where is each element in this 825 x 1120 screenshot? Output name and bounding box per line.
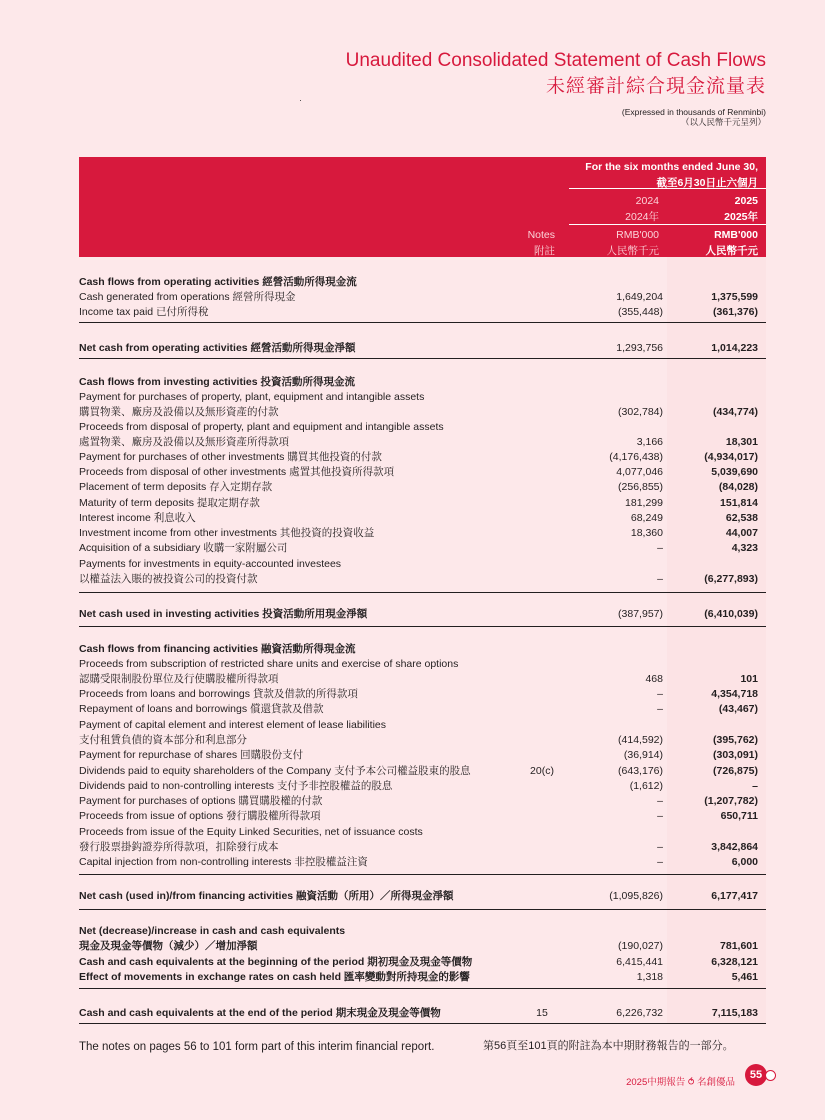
value-2025: (395,762) <box>713 734 758 746</box>
rule-line <box>79 874 766 875</box>
value-2025: (361,376) <box>713 306 758 318</box>
value-2025: (303,091) <box>713 749 758 761</box>
value-2025: 650,711 <box>720 810 758 822</box>
table-row <box>79 794 766 809</box>
row-label: Interest income 利息收入 <box>79 512 196 524</box>
table-row <box>79 924 766 939</box>
table-row <box>79 855 766 870</box>
table-row <box>79 1006 766 1021</box>
row-note: 15 <box>536 1007 548 1019</box>
table-row <box>79 572 766 587</box>
value-2025: (726,875) <box>713 765 758 777</box>
value-2024: (4,176,438) <box>609 451 663 463</box>
row-label: Proceeds from issue of options 發行購股權所得款項 <box>79 810 321 822</box>
row-label: Income tax paid 已付所得稅 <box>79 306 209 318</box>
value-2025: (1,207,782) <box>704 795 758 807</box>
value-2025: 4,323 <box>731 542 758 554</box>
value-2025: 44,007 <box>725 527 758 539</box>
footnote-chinese: 第56頁至101頁的附註為本中期財務報告的一部分。 <box>483 1040 734 1052</box>
table-row <box>79 496 766 511</box>
currency-note-en: (Expressed in thousands of Renminbi) <box>621 107 766 117</box>
row-label: Proceeds from disposal of property, plant and equipment and intangible assets <box>79 421 444 433</box>
row-label: Proceeds from disposal of other investments 處置其他投資所得款項 <box>79 466 395 478</box>
row-label: Maturity of term deposits 提取定期存款 <box>79 497 260 509</box>
table-row <box>79 420 766 435</box>
rule-line <box>79 322 766 323</box>
table-row <box>79 764 766 779</box>
title-chinese: 未經審計綜合現金流量表 <box>545 76 766 97</box>
row-label: Capital injection from non-controlling interests 非控股權益注資 <box>79 856 368 868</box>
row-label: Payment for repurchase of shares 回購股份支付 <box>79 749 304 761</box>
value-2024: (1,612) <box>629 780 663 792</box>
value-2024: 181,299 <box>625 497 663 509</box>
year-2024: 2024 <box>635 195 659 207</box>
row-label: Proceeds from subscription of restricted share units and exercise of share options <box>79 658 459 670</box>
notes-heading-zh: 附註 <box>534 245 555 257</box>
value-2024: 1,649,204 <box>616 291 663 303</box>
table-row <box>79 825 766 840</box>
header-divider-2 <box>569 224 766 225</box>
unit-2025-zh: 人民幣千元 <box>705 245 758 257</box>
table-row <box>79 642 766 657</box>
row-label: Net cash from operating activities 經營活動所得現金淨額 <box>79 342 356 354</box>
value-2025: 1,375,599 <box>711 291 758 303</box>
row-label: Payment for purchases of options 購買購股權的付款 <box>79 795 323 807</box>
title-english: Unaudited Consolidated Statement of Cash Flows <box>345 50 766 71</box>
rule-line <box>79 592 766 593</box>
table-row <box>79 672 766 687</box>
value-2024: – <box>657 856 663 868</box>
table-row <box>79 305 766 320</box>
table-row <box>79 390 766 405</box>
row-label: Payment of capital element and interest element of lease liabilities <box>79 719 387 731</box>
period-zh: 截至6月30日止六個月 <box>656 177 758 189</box>
row-label: Investment income from other investments 其他投資的投資收益 <box>79 527 375 539</box>
value-2024: 6,226,732 <box>616 1007 663 1019</box>
row-label: 認購受限制股份單位及行使購股權所得款項 <box>79 673 279 685</box>
stray-dot <box>300 100 301 101</box>
value-2024: (387,957) <box>618 608 663 620</box>
row-label: Cash and cash equivalents at the end of the period 期末現金及現金等價物 <box>79 1007 441 1019</box>
unit-2025: RMB'000 <box>714 229 758 241</box>
page-ring-icon <box>765 1070 776 1081</box>
footer-report-title: 2025中期報告 ⥀ 名創優品 <box>626 1077 735 1088</box>
value-2024: (36,914) <box>623 749 663 761</box>
row-label: Net (decrease)/increase in cash and cash equivalents <box>79 925 346 937</box>
table-row <box>79 341 766 356</box>
value-2024: (643,176) <box>618 765 663 777</box>
row-label: Cash generated from operations 經營所得現金 <box>79 291 296 303</box>
row-label: Repayment of loans and borrowings 償還貸款及借款 <box>79 703 324 715</box>
row-label: Cash flows from investing activities 投資活動所得現金流 <box>79 376 355 388</box>
value-2025: 18,301 <box>725 436 758 448</box>
table-row <box>79 435 766 450</box>
value-2024: 468 <box>645 673 663 685</box>
row-label: Proceeds from issue of the Equity Linked Securities, net of issuance costs <box>79 826 423 838</box>
table-row <box>79 889 766 904</box>
value-2025: (4,934,017) <box>704 451 758 463</box>
unit-2024-zh: 人民幣千元 <box>606 245 659 257</box>
value-2024: (190,027) <box>618 940 663 952</box>
value-2025: 151,814 <box>720 497 758 509</box>
row-label: Cash and cash equivalents at the beginning of the period 期初現金及現金等價物 <box>79 956 473 968</box>
table-row <box>79 541 766 556</box>
table-row <box>79 748 766 763</box>
value-2024: (1,095,826) <box>609 890 663 902</box>
table-row <box>79 275 766 290</box>
table-row <box>79 375 766 390</box>
row-label: Dividends paid to non-controlling interests 支付予非控股權益的股息 <box>79 780 393 792</box>
value-2025: 62,538 <box>725 512 758 524</box>
table-row <box>79 480 766 495</box>
row-label: Dividends paid to equity shareholders of the Company 支付予本公司權益股東的股息 <box>79 765 471 777</box>
value-2025: (84,028) <box>718 481 758 493</box>
rule-line <box>79 909 766 910</box>
table-row <box>79 557 766 572</box>
table-row <box>79 607 766 622</box>
row-label: Placement of term deposits 存入定期存款 <box>79 481 273 493</box>
table-row <box>79 465 766 480</box>
currency-note-zh: （以人民幣千元呈列） <box>680 117 766 127</box>
value-2024: – <box>657 542 663 554</box>
row-label: Proceeds from loans and borrowings 貸款及借款的所得款項 <box>79 688 358 700</box>
unit-2024: RMB'000 <box>616 229 659 241</box>
row-note: 20(c) <box>530 765 554 777</box>
period-en: For the six months ended June 30, <box>585 161 758 173</box>
value-2024: – <box>657 688 663 700</box>
table-row <box>79 779 766 794</box>
table-row <box>79 955 766 970</box>
table-row <box>79 687 766 702</box>
value-2025: 781,601 <box>720 940 758 952</box>
table-row <box>79 526 766 541</box>
currency-note <box>622 107 766 127</box>
table-row <box>79 702 766 717</box>
value-2024: – <box>657 573 663 585</box>
year-2025: 2025 <box>734 195 758 207</box>
table-row <box>79 405 766 420</box>
value-2025: 6,328,121 <box>711 956 758 968</box>
value-2024: 4,077,046 <box>616 466 663 478</box>
value-2025: 5,461 <box>731 971 758 983</box>
value-2024: – <box>657 703 663 715</box>
value-2025: 3,842,864 <box>711 841 758 853</box>
row-label: Payment for purchases of property, plant, equipment and intangible assets <box>79 391 425 403</box>
table-row <box>79 970 766 985</box>
table-header <box>79 157 766 257</box>
value-2024: 3,166 <box>636 436 663 448</box>
row-label: 以權益法入賬的被投資公司的投資付款 <box>79 573 258 585</box>
value-2025: (6,410,039) <box>704 608 758 620</box>
row-label: Payments for investments in equity-accounted investees <box>79 558 342 570</box>
value-2025: 4,354,718 <box>711 688 758 700</box>
year-2025-zh: 2025年 <box>724 211 758 223</box>
value-2024: (414,592) <box>618 734 663 746</box>
row-label: 支付租賃負債的資本部分和利息部分 <box>79 734 247 746</box>
header-divider <box>569 188 766 189</box>
rule-line <box>79 358 766 359</box>
table-row <box>79 939 766 954</box>
value-2025: 6,177,417 <box>711 890 758 902</box>
table-row <box>79 511 766 526</box>
row-label: 發行股票掛鈎證券所得款項，扣除發行成本 <box>79 841 279 853</box>
value-2024: – <box>657 795 663 807</box>
table-row <box>79 657 766 672</box>
row-label: Net cash (used in)/from financing activities 融資活動（所用）／所得現金淨額 <box>79 890 454 902</box>
row-label: 處置物業、廠房及設備以及無形資產所得款項 <box>79 436 289 448</box>
row-label: Acquisition of a subsidiary 收購一家附屬公司 <box>79 542 288 554</box>
value-2024: – <box>657 810 663 822</box>
value-2024: (355,448) <box>618 306 663 318</box>
notes-heading: Notes <box>527 229 555 241</box>
table-row <box>79 450 766 465</box>
page-number: 55 <box>745 1064 767 1086</box>
value-2025: (434,774) <box>713 406 758 418</box>
rule-line <box>79 988 766 989</box>
value-2025: 6,000 <box>731 856 758 868</box>
row-label: Cash flows from financing activities 融資活動所得現金流 <box>79 643 356 655</box>
table-row <box>79 840 766 855</box>
row-label: Cash flows from operating activities 經營活動所得現金流 <box>79 276 357 288</box>
row-label: Effect of movements in exchange rates on cash held 匯率變動對所持現金的影響 <box>79 971 470 983</box>
value-2024: 18,360 <box>630 527 663 539</box>
value-2024: 6,415,441 <box>616 956 663 968</box>
rule-line <box>79 1023 766 1024</box>
row-label: Payment for purchases of other investments 購買其他投資的付款 <box>79 451 382 463</box>
value-2024: 1,318 <box>636 971 663 983</box>
rule-line <box>79 626 766 627</box>
footnote-english: The notes on pages 56 to 101 form part of this interim financial report. <box>79 1041 435 1053</box>
year-2024-zh: 2024年 <box>625 211 659 223</box>
row-label: Net cash used in investing activities 投資活動所用現金淨額 <box>79 608 368 620</box>
table-row <box>79 290 766 305</box>
value-2024: (256,855) <box>618 481 663 493</box>
table-row <box>79 733 766 748</box>
value-2024: (302,784) <box>618 406 663 418</box>
value-2025: – <box>752 780 758 792</box>
value-2025: (43,467) <box>718 703 758 715</box>
value-2024: – <box>657 841 663 853</box>
value-2025: 1,014,223 <box>711 342 758 354</box>
value-2024: 1,293,756 <box>616 342 663 354</box>
value-2025: 5,039,690 <box>711 466 758 478</box>
value-2025: 101 <box>740 673 758 685</box>
value-2025: 7,115,183 <box>711 1007 758 1019</box>
value-2024: 68,249 <box>630 512 663 524</box>
row-label: 購買物業、廠房及設備以及無形資產的付款 <box>79 406 279 418</box>
table-row <box>79 718 766 733</box>
value-2025: (6,277,893) <box>704 573 758 585</box>
row-label: 現金及現金等價物（減少）／增加淨額 <box>79 940 258 952</box>
table-row <box>79 809 766 824</box>
